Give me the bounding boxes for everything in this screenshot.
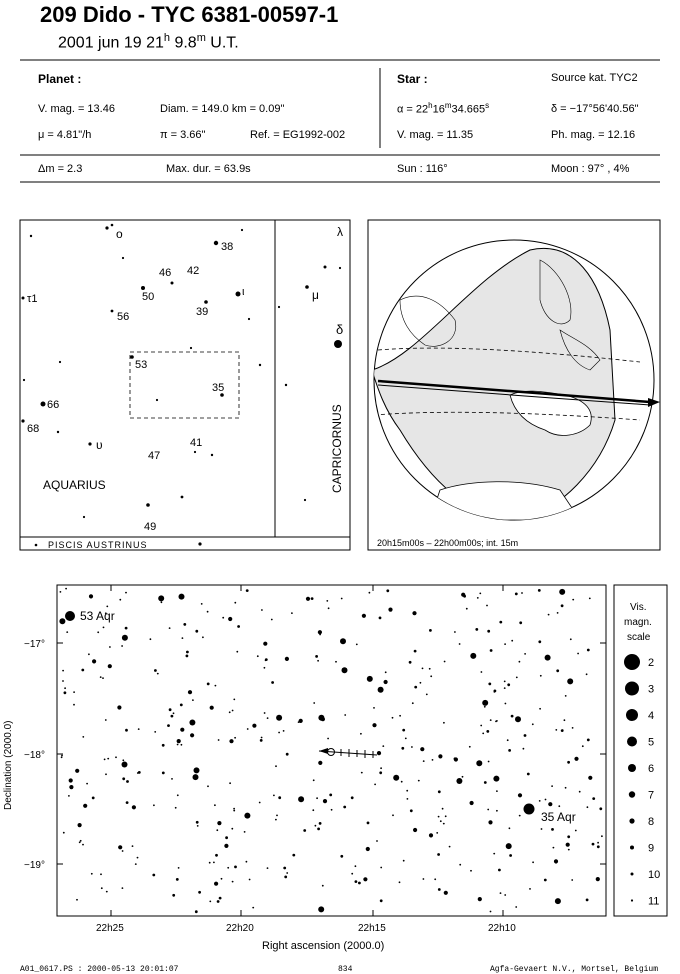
scale-label-10: 10 (648, 869, 661, 881)
finder-label-56: 56 (117, 311, 130, 323)
finder-label-upsilon: υ (96, 438, 103, 452)
scale-dot-mag-8 (629, 818, 634, 823)
finder-label-delta: δ (336, 322, 344, 337)
page-title: 209 Dido - TYC 6381-00597-1 (40, 2, 339, 27)
ra-m-sup: m (444, 101, 452, 110)
scale-label-6: 6 (648, 763, 655, 775)
planet-reference: Ref. = EG1992-002 (250, 129, 346, 141)
minute-text: 9.8 (170, 34, 197, 52)
planet-header: Planet : (38, 72, 82, 86)
sun-elongation: Sun : 116° (397, 163, 448, 175)
finder-label-49: 49 (144, 521, 157, 533)
scale-dot-mag-5 (627, 737, 637, 747)
x-axis-label: Right ascension (2000.0) (262, 940, 385, 952)
finder-label-iota: ι (242, 286, 245, 298)
scale-title-3: scale (627, 632, 651, 643)
scale-dot-mag-9 (630, 846, 634, 850)
finder-label-47: 47 (148, 450, 161, 462)
scale-dot-mag-10 (631, 873, 634, 876)
ra-hours: α = 22 (397, 103, 429, 116)
finder-label-41: 41 (190, 437, 203, 449)
finder-label-66: 66 (47, 399, 60, 411)
finder-label-omicron: o (116, 227, 123, 241)
ra-h-sup: h (428, 101, 433, 110)
hour-superscript: h (163, 32, 170, 44)
finder-label-tau1: τ1 (27, 293, 38, 305)
finder-label-38: 38 (221, 241, 234, 253)
ut-text: U.T. (205, 34, 239, 52)
ra-s-sup: s (485, 101, 490, 110)
star-phmag: Ph. mag. = 12.16 (551, 129, 636, 141)
minute-superscript: m (196, 32, 206, 44)
planet-motion: μ = 4.81"/h (38, 129, 92, 141)
max-duration: Max. dur. = 63.9s (166, 163, 251, 175)
finder-label-50: 50 (142, 291, 155, 303)
footer-file: A01_0617.PS : 2000-05-13 20:01:07 (20, 965, 179, 974)
scale-label-8: 8 (648, 816, 655, 828)
source-catalog: Source kat. TYC2 (551, 72, 638, 84)
scale-dot-mag-3 (625, 682, 639, 696)
finder-label-68: 68 (27, 423, 40, 435)
y-tick-17: −17° (24, 639, 45, 650)
scale-dot-mag-7 (629, 791, 635, 797)
scale-dot-mag-6 (628, 764, 636, 772)
scale-label-2: 2 (648, 657, 655, 669)
y-tick-18: −18° (24, 750, 45, 761)
scale-title-1: Vis. (630, 602, 647, 613)
scale-title-2: magn. (624, 617, 652, 628)
x-tick-22h20: 22h20 (226, 923, 254, 934)
finder-label-53: 53 (135, 359, 148, 371)
scale-dots (624, 654, 660, 908)
scale-label-3: 3 (648, 683, 655, 696)
finder-label-35: 35 (212, 382, 225, 394)
star-header: Star : (397, 72, 428, 86)
aquarius-label: AQUARIUS (43, 478, 106, 492)
scale-label-11: 11 (648, 895, 660, 908)
planet-vmag: V. mag. = 13.46 (38, 103, 115, 115)
finder-label-mu: μ (312, 288, 319, 302)
ra-sec: 34.665 (451, 103, 486, 116)
ra-min: 16 (432, 103, 445, 116)
finder-label-46: 46 (159, 267, 172, 279)
scale-dot-mag-11 (631, 899, 633, 901)
y-tick-19: −19° (24, 860, 45, 871)
scale-label-9: 9 (648, 842, 655, 855)
star-vmag: V. mag. = 11.35 (397, 129, 474, 141)
footer-page: 834 (338, 965, 353, 974)
piscis-austrinus-label: PISCIS AUSTRINUS (48, 540, 148, 550)
planet-parallax: π = 3.66" (160, 129, 206, 141)
planet-diameter: Diam. = 149.0 km = 0.09" (160, 103, 285, 115)
scale-label-7: 7 (648, 789, 655, 802)
x-tick-22h10: 22h10 (488, 923, 516, 934)
y-axis-label: Declination (2000.0) (3, 720, 14, 810)
finder-label-42: 42 (187, 265, 200, 277)
date-text: 2001 jun 19 21 (58, 34, 164, 52)
scale-label-4: 4 (648, 710, 655, 722)
star-dec: δ = −17°56'40.56" (551, 103, 639, 115)
label-35-aqr: 35 Aqr (541, 810, 576, 824)
globe-caption: 20h15m00s – 22h00m00s; int. 15m (377, 538, 519, 548)
capricornus-label: CAPRICORNUS (330, 404, 344, 493)
finder-label-lambda: λ (337, 225, 343, 239)
x-tick-22h25: 22h25 (96, 923, 124, 934)
finder-label-39: 39 (196, 306, 209, 318)
footer-company: Agfa-Gevaert N.V., Mortsel, Belgium (490, 965, 659, 974)
label-53-aqr: 53 Aqr (80, 609, 115, 623)
scale-dot-mag-2 (624, 654, 640, 670)
scale-dot-mag-4 (626, 709, 638, 721)
x-tick-22h15: 22h15 (358, 923, 386, 934)
delta-mag: Δm = 2.3 (38, 163, 83, 175)
moon-info: Moon : 97° , 4% (551, 163, 630, 175)
scale-label-5: 5 (648, 736, 655, 749)
